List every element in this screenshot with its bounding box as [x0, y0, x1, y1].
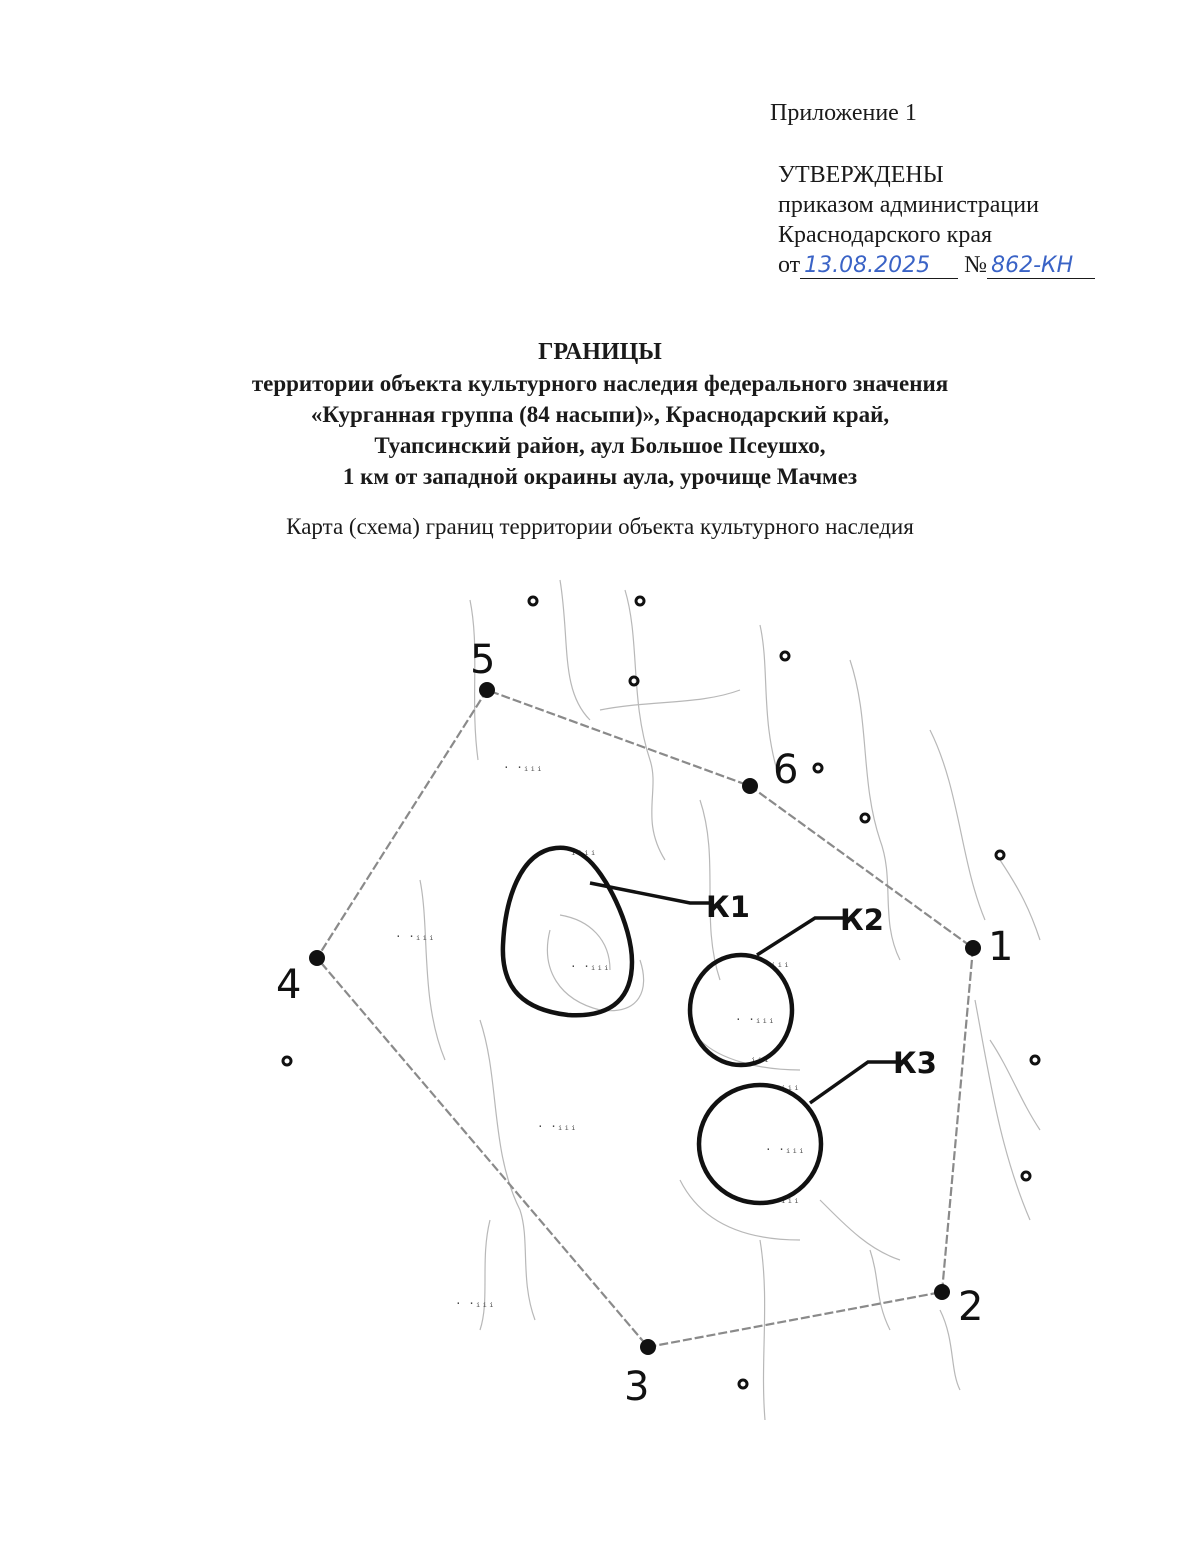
- appendix-label: Приложение 1: [770, 100, 917, 126]
- vertex-labels: [276, 637, 1013, 1410]
- survey-marker: [636, 597, 644, 605]
- vertex-label-1: 1: [988, 924, 1014, 970]
- mound-label-k2: К2: [840, 903, 884, 937]
- contour-line: [625, 590, 665, 860]
- title-line-2: «Курганная группа (84 насыпи)», Краснодарский край,: [310, 402, 890, 427]
- title-line-3: Туапсинский район, аул Большое Псеушхо,: [374, 433, 826, 458]
- leader-line-k1: [590, 883, 712, 903]
- vertex-label-6: 6: [773, 747, 799, 793]
- approval-line-1: приказом администрации: [778, 192, 1039, 218]
- handwritten-date: 13.08.2025: [800, 254, 958, 279]
- contour-line: [420, 880, 445, 1060]
- contour-line: [600, 690, 740, 710]
- survey-marker: [814, 764, 822, 772]
- mound-label-k3: К3: [893, 1046, 937, 1080]
- vertex-point-1: [965, 940, 981, 956]
- survey-marker: [781, 652, 789, 660]
- vertex-point-6: [742, 778, 758, 794]
- survey-marker: [1031, 1056, 1039, 1064]
- title-line-1: территории объекта культурного наследия федерального значения: [251, 371, 949, 396]
- contour-line: [560, 580, 590, 720]
- elevation-marks: [395, 761, 805, 1310]
- approved-heading: УТВЕРЖДЕНЫ: [778, 162, 944, 188]
- boundary-vertices: [309, 682, 984, 1355]
- survey-marker: [996, 851, 1004, 859]
- elevation-mark: · ·ᵢᵢᵢ: [455, 1297, 495, 1310]
- survey-markers: [283, 597, 1039, 1388]
- elevation-mark: ᵢᵢᵢᵢ: [570, 845, 597, 858]
- approval-line-2: Краснодарского края: [778, 222, 993, 248]
- elevation-mark: · ·ᵢᵢᵢ: [765, 1143, 805, 1156]
- vertex-point-2: [934, 1284, 950, 1300]
- title-main: ГРАНИЦЫ: [538, 339, 662, 365]
- mound-k1-outline: [503, 848, 632, 1016]
- vertex-point-3: [640, 1339, 656, 1355]
- survey-marker: [529, 597, 537, 605]
- contour-line: [820, 1200, 900, 1260]
- number-prefix: №: [964, 252, 988, 278]
- elevation-mark: ᵢᵢᵢ: [770, 957, 790, 970]
- contour-line: [975, 1000, 1030, 1220]
- elevation-mark: · ·ᵢᵢᵢ: [537, 1120, 577, 1133]
- mound-label-k1: К1: [706, 890, 750, 924]
- leader-line-k3: [810, 1062, 898, 1103]
- vertex-point-4: [309, 950, 325, 966]
- survey-marker: [861, 814, 869, 822]
- contour-line: [940, 1310, 960, 1390]
- survey-marker: [739, 1380, 747, 1388]
- handwritten-number: 862-КН: [987, 254, 1095, 279]
- leader-line-k2: [757, 918, 845, 955]
- vertex-point-5: [479, 682, 495, 698]
- mound-k2-outline: [690, 955, 792, 1065]
- survey-marker: [283, 1057, 291, 1065]
- contour-line: [930, 730, 985, 920]
- vertex-label-4: 4: [276, 962, 302, 1008]
- vertex-label-3: 3: [624, 1364, 650, 1410]
- contour-line: [870, 1250, 890, 1330]
- elevation-mark: · ·ᵢᵢᵢ: [735, 1013, 775, 1026]
- elevation-mark: · ·ᵢᵢᵢ: [503, 761, 543, 774]
- from-prefix: от: [778, 252, 801, 278]
- vertex-label-5: 5: [470, 637, 496, 683]
- contour-line: [760, 1240, 765, 1420]
- elevation-mark: · ·ᵢᵢᵢ: [570, 960, 610, 973]
- vertex-label-2: 2: [958, 1284, 984, 1330]
- survey-marker: [630, 677, 638, 685]
- elevation-mark: ᵢᵢᵢ: [780, 1080, 800, 1093]
- elevation-mark: ᵢᵢᵢ: [750, 1052, 770, 1065]
- map-subtitle: Карта (схема) границ территории объекта культурного наследия: [286, 514, 914, 539]
- survey-marker: [1022, 1172, 1030, 1180]
- contour-line: [480, 1220, 490, 1330]
- elevation-mark: · ·ᵢᵢᵢ: [395, 930, 435, 943]
- elevation-mark: ᵢᵢᵢ: [780, 1193, 800, 1206]
- title-line-4: 1 км от западной окраины аула, урочище Мачмез: [342, 464, 858, 489]
- contour-line: [480, 1020, 535, 1320]
- contour-line: [680, 1180, 800, 1240]
